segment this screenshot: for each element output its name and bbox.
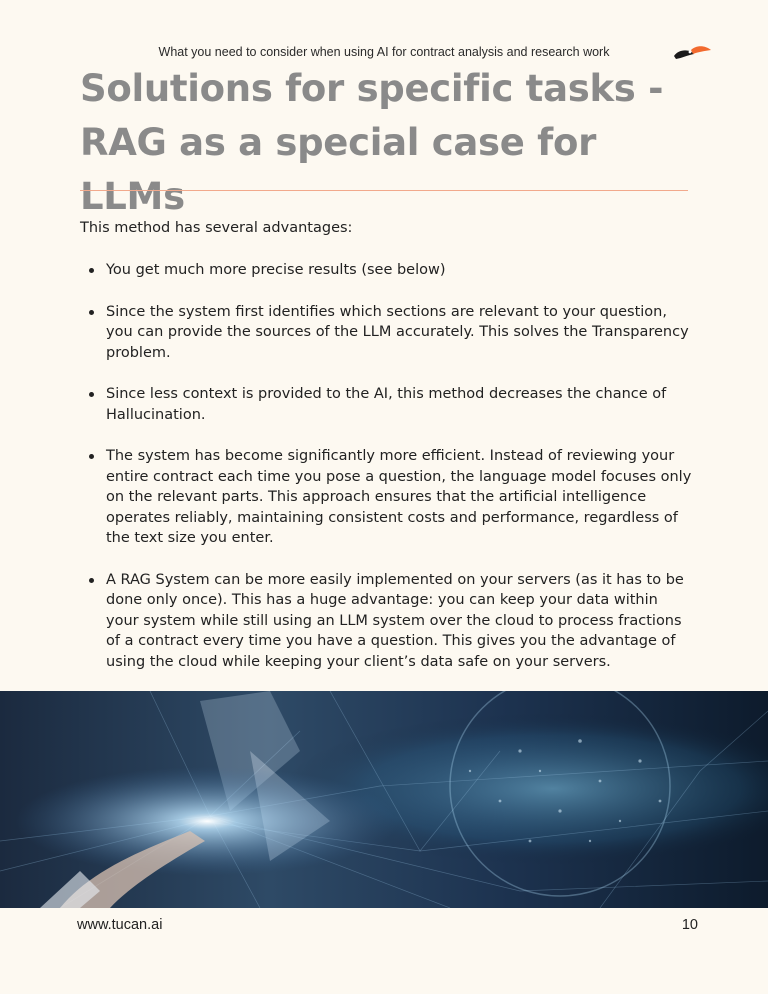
page-number: 10 [681, 917, 698, 933]
list-item: You get much more precise results (see below) [80, 260, 692, 281]
technology-globe-image [0, 691, 768, 908]
running-header: What you need to consider when using AI for contract analysis and research work [158, 45, 610, 59]
title-divider [80, 190, 688, 191]
footer-website: www.tucan.ai [77, 917, 163, 933]
page-title-line-1: Solutions for specific tasks - [80, 67, 664, 110]
advantages-list [80, 260, 692, 693]
list-item: The system has become significantly more efficient. Instead of reviewing your entire contract each time you pose a question, the language model focuses only on the relevant parts. This approach ensures that the artificial intelligence operates reliably, maintaining consistent costs and performance, regardless of the text size you enter. [80, 446, 692, 549]
list-item: Since the system first identifies which sections are relevant to your question, you can provide the sources of the LLM accurately. This solves the Transparency problem. [80, 302, 692, 364]
intro-paragraph: This method has several advantages: [80, 220, 353, 236]
toucan-bird-icon [672, 44, 712, 64]
page-title [80, 62, 700, 224]
list-item: A RAG System can be more easily implemented on your servers (as it has to be done only once). This has a huge advantage: you can keep your data within your system while still using an LLM system over the cloud to process fractions of a contract every time you have a question. This gives you the advantage of using the cloud while keeping your client’s data safe on your servers. [80, 570, 692, 673]
list-item: Since less context is provided to the AI, this method decreases the chance of Hallucination. [80, 384, 692, 425]
page-title-line-2: RAG as a special case for LLMs [80, 121, 597, 218]
